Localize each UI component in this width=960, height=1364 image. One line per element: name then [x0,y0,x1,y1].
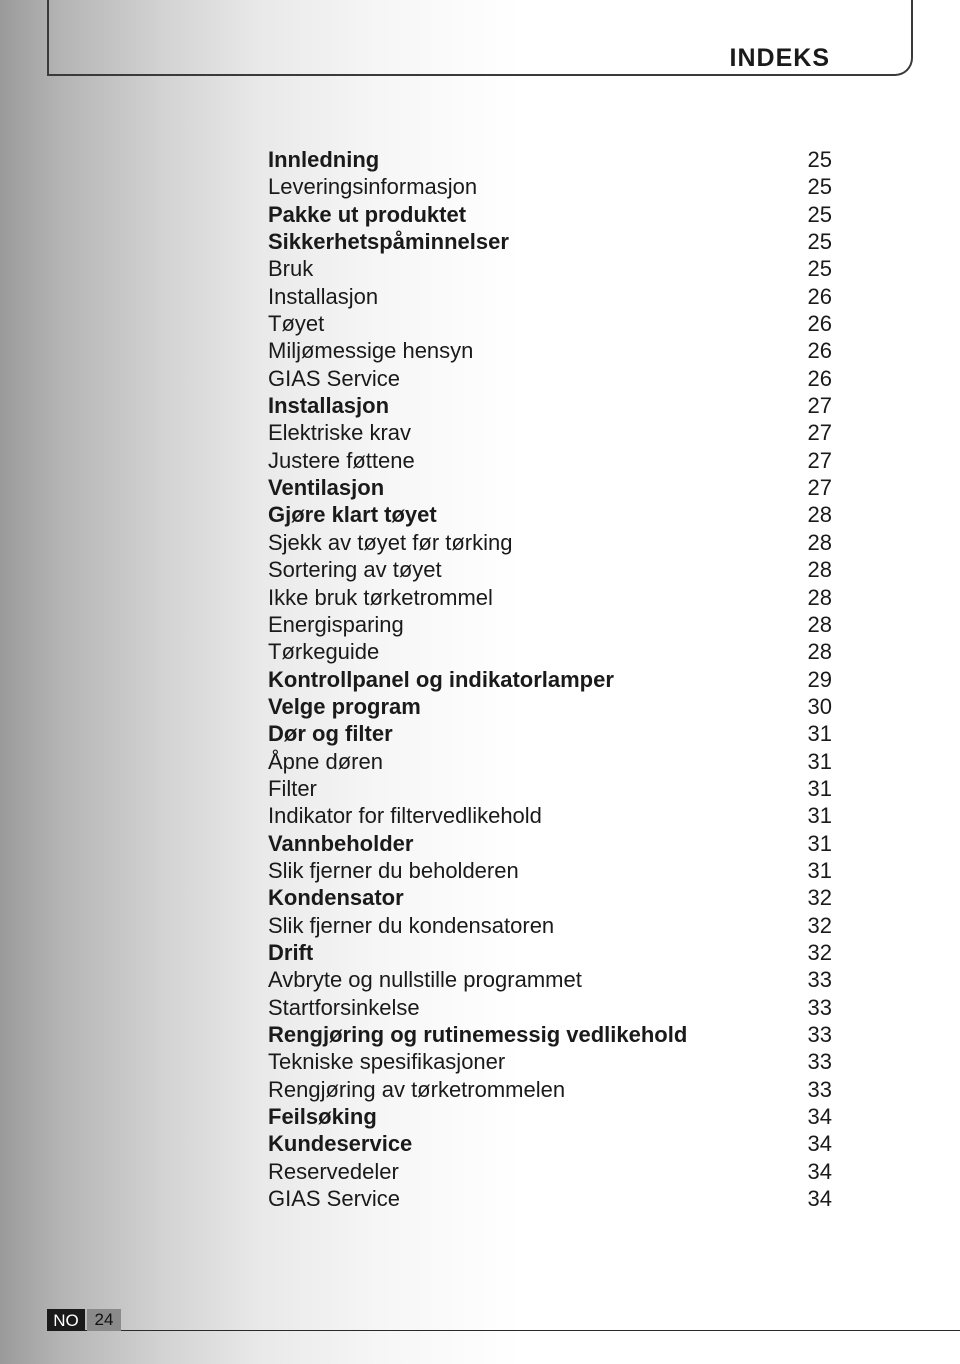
toc-entry-page: 31 [807,830,832,856]
page-number-badge: 24 [87,1309,121,1331]
toc-entry-label: Kondensator [268,885,404,911]
toc-entry-label: Energisparing [268,611,404,637]
toc-entry-label: Elektriske krav [268,420,412,446]
toc-entry-page: 28 [807,502,832,528]
toc-entry-page: 28 [807,639,832,665]
toc-entry-label: Justere føttene [268,447,415,473]
toc-entry-page: 32 [807,939,832,965]
toc-entry [268,802,832,829]
toc-entry [268,1185,832,1212]
toc-entry [268,337,832,364]
toc-entry-label: Slik fjerner du beholderen [268,857,519,883]
toc-entry [268,693,832,720]
toc-entry-label: Installasjon [268,283,379,309]
toc-entry-label: Vannbeholder [268,830,414,856]
toc-entry-page: 25 [807,256,832,282]
toc-entry [268,201,832,228]
toc-entry [268,1158,832,1185]
toc-entry-page: 26 [807,365,832,391]
toc-entry [268,1103,832,1130]
toc-entry-page: 31 [807,748,832,774]
table-of-contents [268,146,832,1212]
toc-entry [268,1076,832,1103]
toc-entry-label: Tekniske spesifikasjoner [268,1049,506,1075]
toc-entry-label: Gjøre klart tøyet [268,502,437,528]
toc-entry-label: Miljømessige hensyn [268,338,474,364]
toc-entry [268,228,832,255]
toc-entry-label: Åpne døren [268,748,383,774]
toc-entry-label: Sikkerhetspåminnelser [268,229,509,255]
footer [47,1309,121,1331]
toc-entry-page: 28 [807,557,832,583]
toc-entry [268,474,832,501]
toc-entry-label: Slik fjerner du kondensatoren [268,912,555,938]
toc-entry-page: 34 [807,1104,832,1130]
toc-entry-page: 34 [807,1131,832,1157]
toc-entry [268,283,832,310]
toc-entry-label: Startforsinkelse [268,994,420,1020]
toc-entry-label: Velge program [268,693,421,719]
toc-entry-page: 31 [807,857,832,883]
toc-entry-page: 25 [807,229,832,255]
toc-entry-page: 31 [807,721,832,747]
toc-entry-label: Avbryte og nullstille programmet [268,967,582,993]
toc-entry [268,556,832,583]
toc-entry-page: 27 [807,393,832,419]
toc-entry-label: Leveringsinformasjon [268,174,478,200]
toc-entry [268,146,832,173]
page-title: INDEKS [729,44,830,72]
toc-entry-page: 26 [807,283,832,309]
toc-entry-label: Ventilasjon [268,475,385,501]
toc-entry-label: Tørkeguide [268,639,380,665]
toc-entry-page: 31 [807,775,832,801]
toc-entry-label: Tøyet [268,311,325,337]
toc-entry-page: 27 [807,420,832,446]
toc-entry [268,310,832,337]
toc-entry-page: 32 [807,912,832,938]
toc-entry-label: Drift [268,939,314,965]
toc-entry [268,255,832,282]
toc-entry-page: 34 [807,1158,832,1184]
toc-entry [268,775,832,802]
toc-entry-page: 27 [807,447,832,473]
toc-entry-page: 33 [807,967,832,993]
toc-entry [268,748,832,775]
toc-entry-label: GIAS Service [268,1186,401,1212]
toc-entry [268,447,832,474]
toc-entry-page: 25 [807,201,832,227]
toc-entry [268,419,832,446]
toc-entry [268,884,832,911]
toc-entry [268,966,832,993]
toc-entry [268,1021,832,1048]
toc-entry-label: Indikator for filtervedlikehold [268,803,542,829]
toc-entry-page: 28 [807,584,832,610]
toc-entry-page: 25 [807,147,832,172]
toc-entry-label: Kontrollpanel og indikatorlamper [268,666,614,692]
toc-entry-label: Rengjøring og rutinemessig vedlikehold [268,1022,688,1047]
toc-entry [268,830,832,857]
toc-entry-label: Installasjon [268,393,390,419]
toc-entry-label: Kundeservice [268,1131,413,1157]
toc-entry-label: Reservedeler [268,1158,399,1184]
toc-entry-label: Sjekk av tøyet før tørking [268,529,513,555]
toc-entry-page: 33 [807,994,832,1020]
toc-entry-label: Dør og filter [268,721,393,747]
toc-entry-page: 28 [807,611,832,637]
toc-entry-page: 31 [807,803,832,829]
toc-entry-page: 26 [807,338,832,364]
toc-entry-label: GIAS Service [268,365,401,391]
toc-entry-label: Pakke ut produktet [268,201,467,227]
toc-entry [268,857,832,884]
toc-entry [268,365,832,392]
toc-entry [268,994,832,1021]
toc-entry [268,939,832,966]
toc-entry [268,666,832,693]
toc-entry-label: Sortering av tøyet [268,557,442,583]
toc-entry [268,501,832,528]
footer-divider [47,1330,960,1331]
toc-entry [268,173,832,200]
toc-entry [268,611,832,638]
toc-entry-label: Innledning [268,147,380,172]
toc-entry [268,529,832,556]
toc-entry-page: 32 [807,885,832,911]
toc-entry [268,638,832,665]
toc-entry-page: 33 [807,1022,832,1047]
toc-entry [268,912,832,939]
toc-entry [268,1048,832,1075]
toc-entry-page: 34 [807,1186,832,1212]
toc-entry-label: Bruk [268,256,314,282]
toc-entry-label: Rengjøring av tørketrommelen [268,1076,566,1102]
language-badge: NO [47,1309,85,1331]
toc-entry-label: Filter [268,775,317,801]
toc-entry-page: 27 [807,475,832,501]
toc-entry [268,720,832,747]
toc-entry [268,392,832,419]
toc-entry [268,584,832,611]
toc-entry-page: 29 [807,666,832,692]
toc-entry-label: Ikke bruk tørketrommel [268,584,493,610]
toc-entry-page: 33 [807,1049,832,1075]
toc-entry-page: 26 [807,311,832,337]
toc-entry [268,1130,832,1157]
toc-entry-page: 30 [807,693,832,719]
toc-entry-label: Feilsøking [268,1104,377,1130]
toc-entry-page: 33 [807,1076,832,1102]
toc-entry-page: 25 [807,174,832,200]
toc-entry-page: 28 [807,529,832,555]
